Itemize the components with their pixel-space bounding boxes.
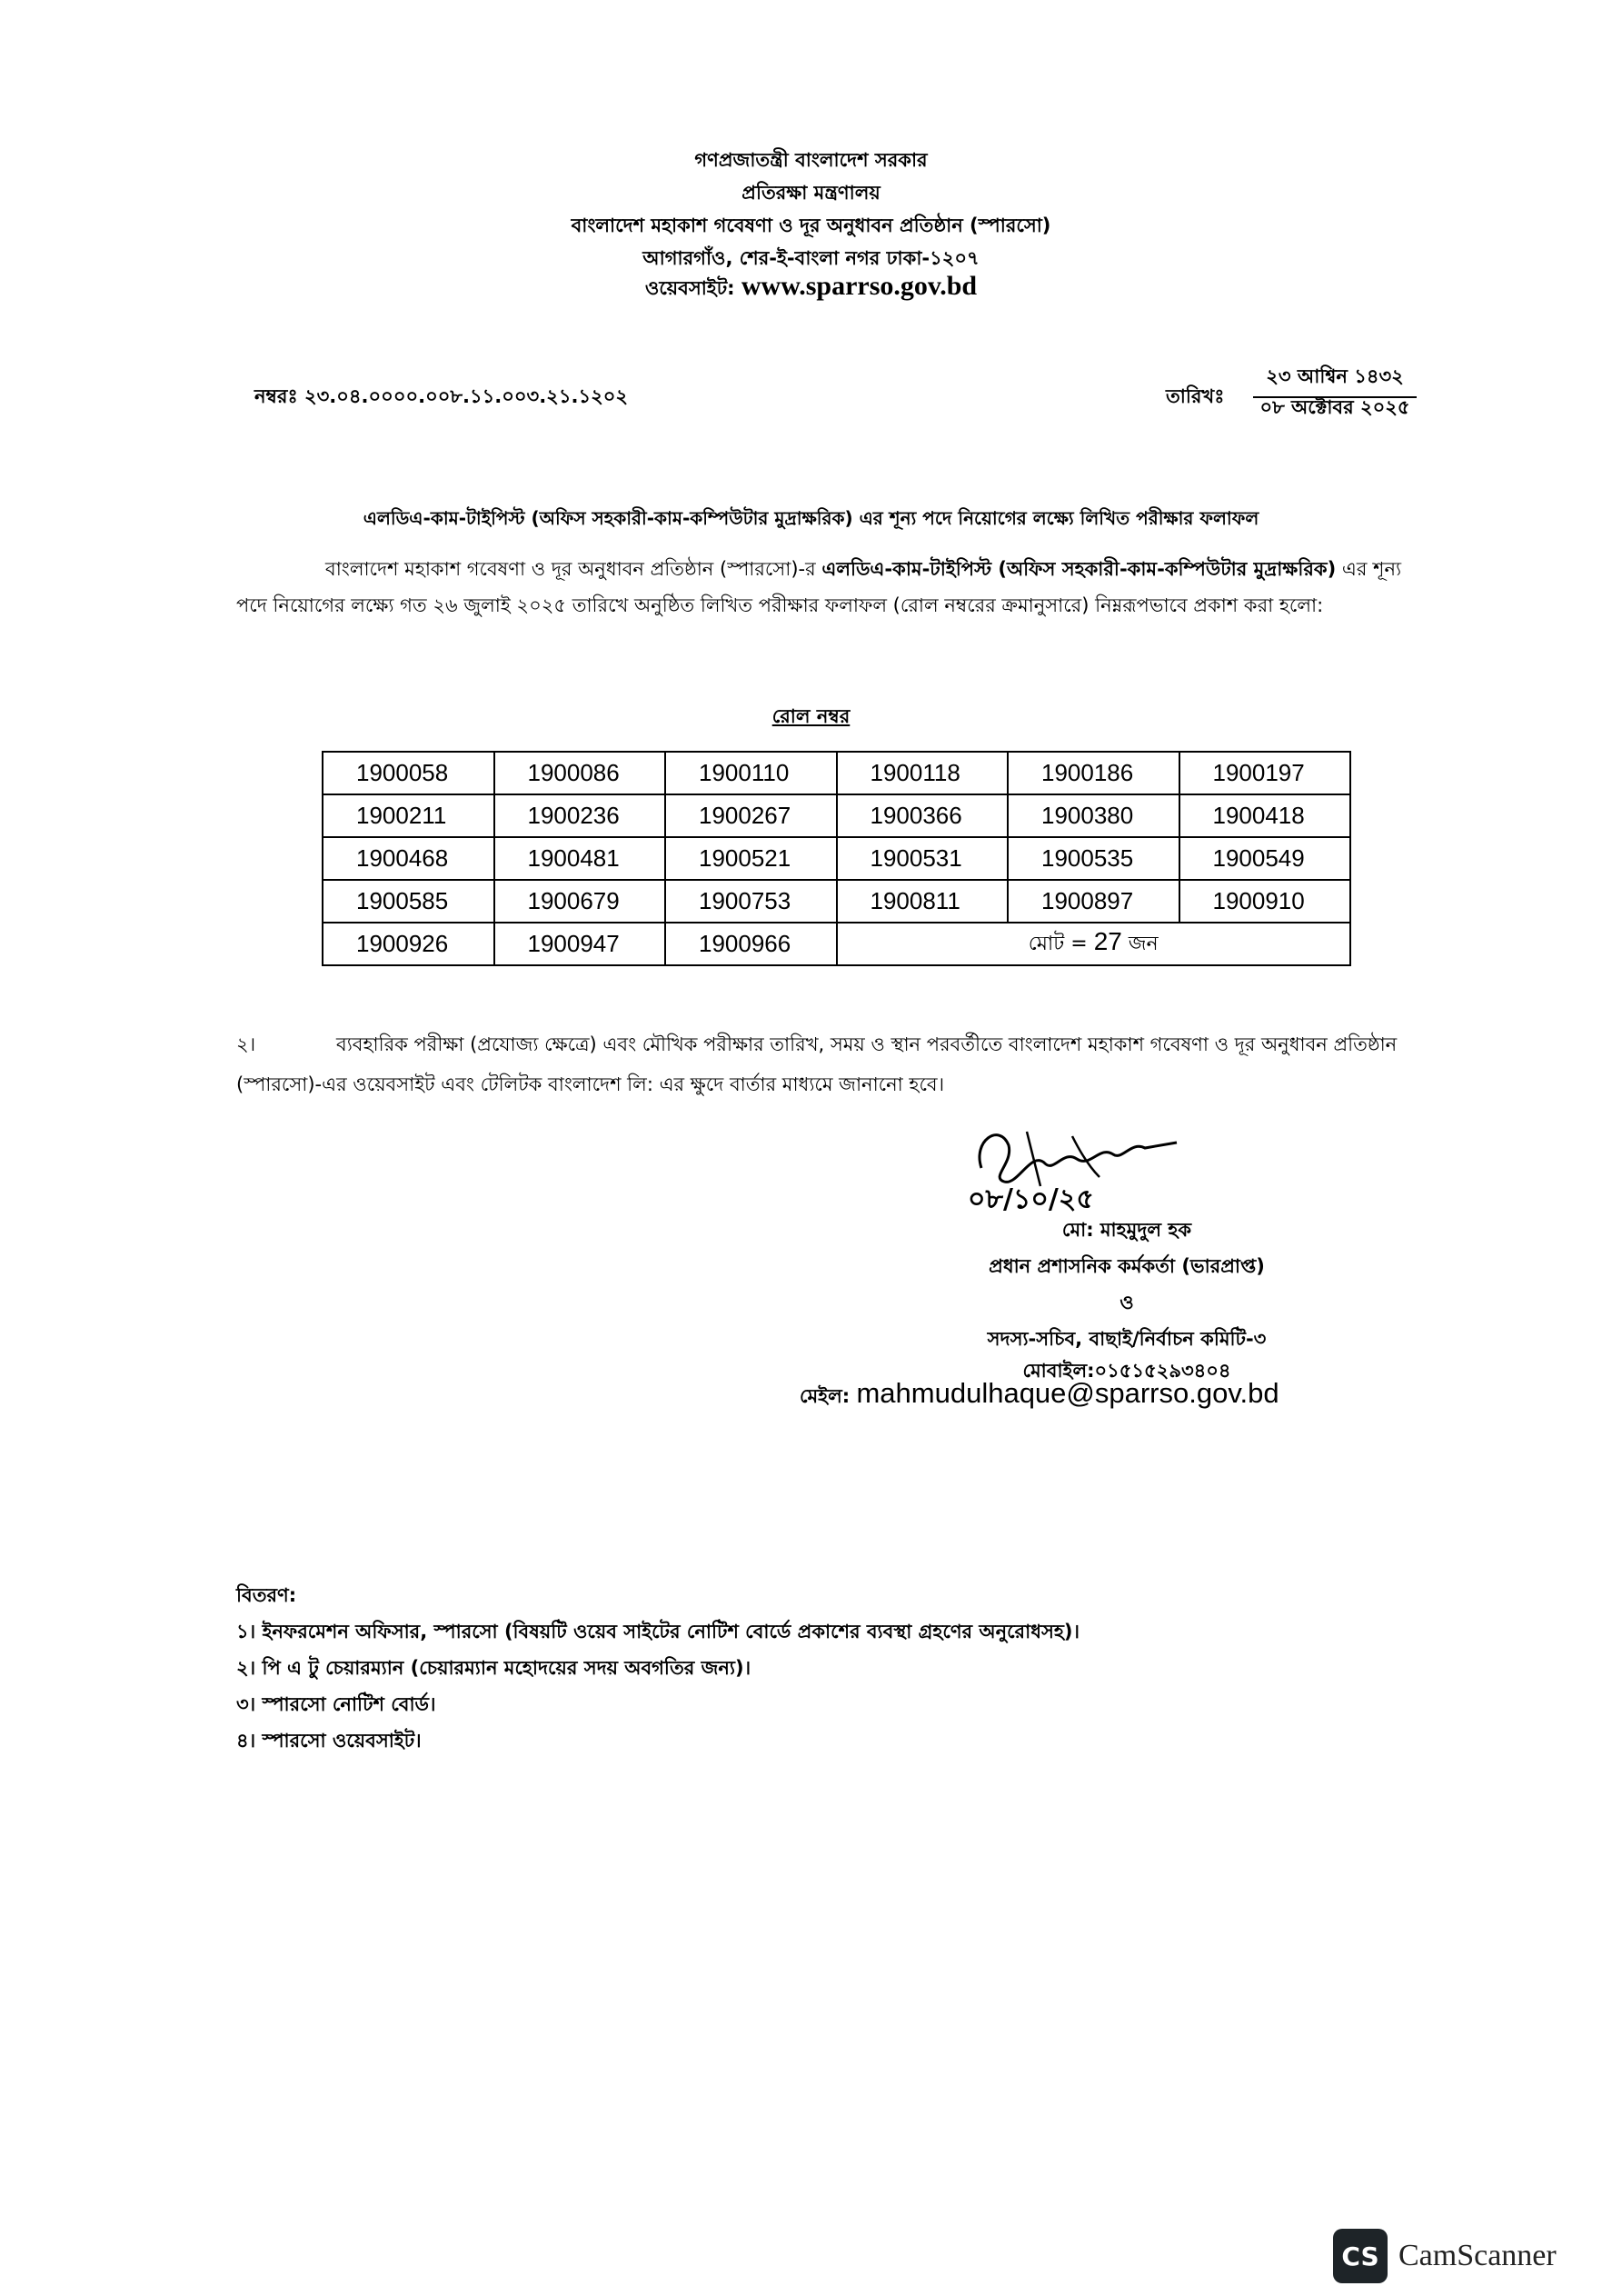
roll-cell: 1900947 (494, 923, 666, 965)
date-english: ০৮ অক্টোবর ২০২৫ (1259, 396, 1410, 418)
total-label: মোট = (1028, 932, 1088, 955)
roll-table-body (323, 752, 1350, 965)
camscanner-watermark (1333, 2229, 1557, 2283)
signatory-conjunction: ও (1119, 1292, 1134, 1313)
header-website (0, 271, 1622, 305)
roll-cell: 1900811 (837, 880, 1009, 923)
roll-table-title (0, 702, 1622, 734)
roll-cell: 1900966 (665, 923, 837, 965)
distribution-item: ৩। স্পারসো নোটিশ বোর্ড। (236, 1693, 436, 1715)
roll-row (323, 837, 1350, 880)
roll-cell: 1900236 (494, 794, 666, 837)
roll-cell: 1900926 (323, 923, 494, 965)
signatory-mobile: মোবাইল:০১৫১৫২৯৩৪০৪ (1022, 1360, 1231, 1382)
distribution-list (236, 1577, 1080, 1759)
notice-paragraph-2 (236, 1024, 1445, 1104)
signatory-designation: প্রধান প্রশাসনিক কর্মকর্তা (ভারপ্রাপ্ত) (989, 1255, 1265, 1277)
total-count: 27 (1093, 926, 1122, 955)
roll-number-table (322, 751, 1351, 966)
distribution-item: ১। ইনফরমেশন অফিসার, স্পারসো (বিষয়টি ওয়েব সাইটের নোটিশ বোর্ডে প্রকাশের ব্যবস্থা গ্রহণের অনুরোধসহ)। (236, 1621, 1080, 1642)
memo-number: নম্বরঃ ২৩.০৪.০০০০.০০৮.১১.০০৩.২১.১২০২ (254, 385, 629, 407)
roll-cell: 1900086 (494, 752, 666, 794)
roll-cell: 1900380 (1008, 794, 1179, 837)
website-label: ওয়েবসাইট: (644, 277, 735, 299)
roll-row (323, 794, 1350, 837)
mail-label: মেইল: (800, 1385, 851, 1407)
distribution-item: ২। পি এ টু চেয়ারম্যান (চেয়ারম্যান মহোদয়ের সদয় অবগতির জন্য)। (236, 1657, 751, 1679)
roll-row (323, 752, 1350, 794)
roll-cell: 1900753 (665, 880, 837, 923)
roll-cell: 1900186 (1008, 752, 1179, 794)
roll-title-text: রোল নম্বর (771, 705, 851, 727)
roll-cell: 1900481 (494, 837, 666, 880)
intro-part-2: এর শূন্য পদে নিয়োগের লক্ষ্যে গত ২৬ জুলাই ২০২৫ তারিখে অনুষ্ঠিত লিখিত পরীক্ষার ফলাফল (রোল নম্বরের ক্রমানুসারে) নিম্নরূপভাবে প্রকাশ করা হলো: (236, 558, 1402, 616)
paragraph-2-text: ব্যবহারিক পরীক্ষা (প্রযোজ্য ক্ষেত্রে) এবং মৌখিক পরীক্ষার তারিখ, সময় ও স্থান পরবর্তীতে বাংলাদেশ মহাকাশ গবেষণা ও দূর অনুধাবন প্রতিষ্ঠান (স্পারসো)-এর ওয়েবসাইট এবং টেলিটক বাংলাদেশ লি: এর ক্ষুদে বার্তার মাধ্যমে জানানো হবে। (236, 1033, 1398, 1095)
paragraph-2-number: ২। (236, 1033, 256, 1055)
subject-heading: এলডিএ-কাম-টাইপিস্ট (অফিস সহকারী-কাম-কম্পিউটার মুদ্রাক্ষরিক) এর শূন্য পদে নিয়োগের লক্ষ্যে লিখিত পরীক্ষার ফলাফল (363, 507, 1259, 529)
header-line-4: আগারগাঁও, শের-ই-বাংলা নগর ঢাকা-১২০৭ (642, 247, 980, 269)
roll-cell: 1900366 (837, 794, 1009, 837)
roll-cell: 1900531 (837, 837, 1009, 880)
roll-cell: 1900197 (1179, 752, 1351, 794)
signatory-mail (800, 1377, 1279, 1413)
roll-cell: 1900679 (494, 880, 666, 923)
camscanner-logo-icon: CS (1333, 2229, 1388, 2283)
roll-cell: 1900585 (323, 880, 494, 923)
roll-cell: 1900521 (665, 837, 837, 880)
roll-cell: 1900267 (665, 794, 837, 837)
roll-cell: 1900418 (1179, 794, 1351, 837)
intro-part-1: বাংলাদেশ মহাকাশ গবেষণা ও দূর অনুধাবন প্রতিষ্ঠান (স্পারসো)-র (325, 558, 822, 580)
header-line-2: প্রতিরক্ষা মন্ত্রণালয় (741, 182, 881, 204)
camscanner-text: CamScanner (1398, 2239, 1557, 2272)
signatory-name: মো: মাহমুদুল হক (1061, 1219, 1192, 1241)
date-bangla: ২৩ আশ্বিন ১৪৩২ (1253, 362, 1417, 398)
roll-row (323, 923, 1350, 965)
total-count-cell (837, 923, 1351, 965)
roll-cell: 1900897 (1008, 880, 1179, 923)
intro-paragraph (236, 551, 1427, 624)
signature-date: ০৮/১০/২৫ (968, 1183, 1094, 1215)
roll-cell: 1900118 (837, 752, 1009, 794)
mail-address-link[interactable]: mahmudulhaque@sparrso.gov.bd (856, 1377, 1279, 1409)
roll-row (323, 880, 1350, 923)
roll-cell: 1900910 (1179, 880, 1351, 923)
website-link[interactable]: www.sparrso.gov.bd (741, 271, 978, 301)
header-line-1: গণপ্রজাতন্ত্রী বাংলাদেশ সরকার (694, 149, 928, 171)
roll-cell: 1900211 (323, 794, 494, 837)
roll-cell: 1900110 (665, 752, 837, 794)
distribution-item: ৪। স্পারসো ওয়েবসাইট। (236, 1730, 422, 1752)
roll-cell: 1900058 (323, 752, 494, 794)
header-line-3: বাংলাদেশ মহাকাশ গবেষণা ও দূর অনুধাবন প্রতিষ্ঠান (স্পারসো) (571, 215, 1051, 236)
signatory-committee: সদস্য-সচিব, বাছাই/নির্বাচন কমিটি-৩ (987, 1328, 1267, 1350)
total-unit: জন (1128, 932, 1159, 955)
roll-cell: 1900468 (323, 837, 494, 880)
roll-cell: 1900549 (1179, 837, 1351, 880)
date-label: তারিখঃ (1166, 385, 1225, 407)
roll-cell: 1900535 (1008, 837, 1179, 880)
intro-post-name: এলডিএ-কাম-টাইপিস্ট (অফিস সহকারী-কাম-কম্পিউটার মুদ্রাক্ষরিক) (821, 558, 1337, 580)
distribution-title: বিতরণ: (236, 1584, 297, 1606)
